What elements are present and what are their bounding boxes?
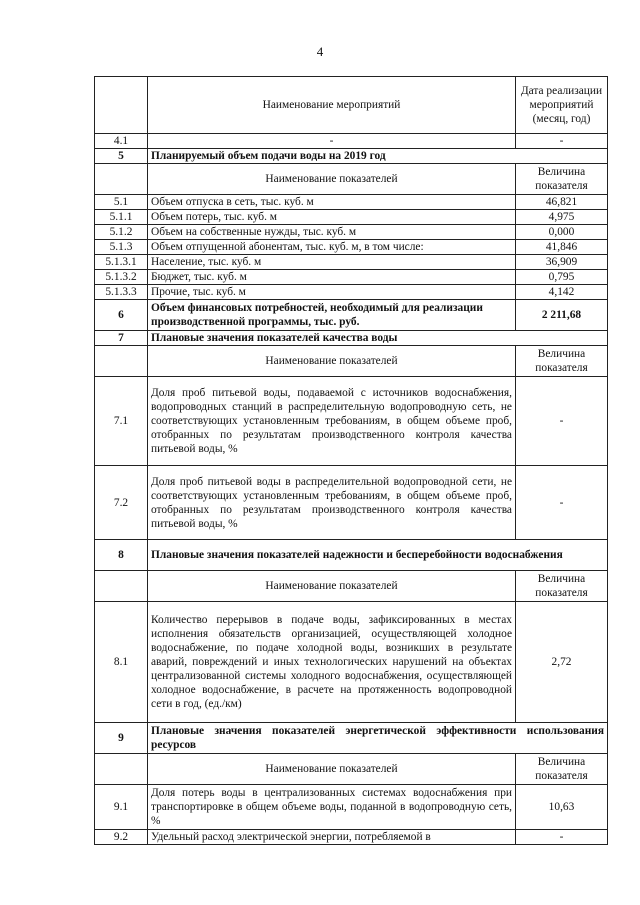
row-num: 5.1.3 [95, 240, 148, 255]
row-num: 5.1.3.2 [95, 270, 148, 285]
page-number: 4 [316, 44, 324, 59]
row-value: 41,846 [516, 240, 608, 255]
row-name: Доля проб питьевой воды, подаваемой с источников водоснабжения, водопроводных станций в распределительную водопроводную сеть, не соответствующих установленным требованиям, в общем объеме проб, отобранных по результатам производственного контроля качества питьевой воды, % [148, 377, 516, 466]
row-value: 10,63 [516, 785, 608, 830]
section-num: 9 [95, 723, 148, 754]
row-value: 2,72 [516, 602, 608, 723]
program-table [94, 76, 608, 845]
sub-header-value: Величина показателя [516, 754, 608, 785]
sub-header-row [95, 571, 608, 602]
sub-header-row [95, 754, 608, 785]
row-name: Удельный расход электрической энергии, потребляемой в [148, 830, 516, 845]
header-num-cell [95, 77, 148, 134]
sub-header-value: Величина показателя [516, 164, 608, 195]
row-name: Доля проб питьевой воды в распределительной водопроводной сети, не соответствующих установленным требованиям, в общем объеме проб, отобранных по результатам производственного контроля качества питьевой воды, % [148, 466, 516, 540]
row-num: 4.1 [95, 134, 148, 149]
table-row [95, 602, 608, 723]
sub-header-name: Наименование показателей [148, 571, 516, 602]
sub-header-name: Наименование показателей [148, 164, 516, 195]
row-num: 5.1.1 [95, 210, 148, 225]
table-row [95, 830, 608, 845]
row-name: Объем потерь, тыс. куб. м [148, 210, 516, 225]
section-row [95, 540, 608, 571]
header-date-cell: Дата реализации мероприятий (месяц, год) [516, 77, 608, 134]
table-row [95, 210, 608, 225]
section-title: Планируемый объем подачи воды на 2019 год [148, 149, 608, 164]
section-value: 2 211,68 [516, 300, 608, 331]
table-row [95, 466, 608, 540]
row-value: - [516, 466, 608, 540]
sub-header-row [95, 164, 608, 195]
row-name: - [148, 134, 516, 149]
row-num: 9.1 [95, 785, 148, 830]
section-row [95, 331, 608, 346]
sub-header-row [95, 346, 608, 377]
section-title: Объем финансовых потребностей, необходимый для реализации производственной программы, тыс. руб. [148, 300, 516, 331]
table-row [95, 785, 608, 830]
section-num: 7 [95, 331, 148, 346]
sub-header-value: Величина показателя [516, 571, 608, 602]
row-name: Население, тыс. куб. м [148, 255, 516, 270]
table-row [95, 377, 608, 466]
table-row [95, 255, 608, 270]
row-num: 5.1.3.3 [95, 285, 148, 300]
table-row [95, 195, 608, 210]
section-title: Плановые значения показателей качества воды [148, 331, 608, 346]
row-num: 9.2 [95, 830, 148, 845]
table-row [95, 240, 608, 255]
row-name: Объем на собственные нужды, тыс. куб. м [148, 225, 516, 240]
table-row [95, 225, 608, 240]
table-row [95, 285, 608, 300]
sub-header-value: Величина показателя [516, 346, 608, 377]
row-name: Объем отпущенной абонентам, тыс. куб. м, в том числе: [148, 240, 516, 255]
sub-header-name: Наименование показателей [148, 754, 516, 785]
section-num: 5 [95, 149, 148, 164]
row-name: Доля потерь воды в централизованных системах водоснабжения при транспортировке в общем объеме воды, поданной в водопроводную сеть, % [148, 785, 516, 830]
header-name-cell: Наименование мероприятий [148, 77, 516, 134]
row-value: 0,000 [516, 225, 608, 240]
row-value: 0,795 [516, 270, 608, 285]
row-value: 46,821 [516, 195, 608, 210]
row-value: - [516, 134, 608, 149]
row-name: Бюджет, тыс. куб. м [148, 270, 516, 285]
sub-header-name: Наименование показателей [148, 346, 516, 377]
section-row [95, 149, 608, 164]
section-num: 6 [95, 300, 148, 331]
row-value: 36,909 [516, 255, 608, 270]
section-row [95, 300, 608, 331]
row-num: 8.1 [95, 602, 148, 723]
section-num: 8 [95, 540, 148, 571]
row-value: 4,975 [516, 210, 608, 225]
row-num: 5.1 [95, 195, 148, 210]
section-title: Плановые значения показателей энергетической эффективности использования ресурсов [148, 723, 608, 754]
row-name: Прочие, тыс. куб. м [148, 285, 516, 300]
row-value: 4,142 [516, 285, 608, 300]
row-name: Объем отпуска в сеть, тыс. куб. м [148, 195, 516, 210]
table-header-row [95, 77, 608, 134]
table-row [95, 270, 608, 285]
row-name: Количество перерывов в подаче воды, зафиксированных в местах исполнения обязательств организацией, осуществляющей холодное водоснабжение, по подаче холодной воды, возникших в результате аварий, повреждений и иных технологических нарушений на объектах централизованной системы холодного водоснабжения, осуществляющей холодное водоснабжение, в расчете на протяженность водопроводной сети в год, (ед./км) [148, 602, 516, 723]
table-row [95, 134, 608, 149]
row-num: 7.2 [95, 466, 148, 540]
section-title: Плановые значения показателей надежности и бесперебойности водоснабжения [148, 540, 608, 571]
row-num: 5.1.3.1 [95, 255, 148, 270]
row-num: 5.1.2 [95, 225, 148, 240]
section-row [95, 723, 608, 754]
row-value: - [516, 377, 608, 466]
row-value: - [516, 830, 608, 845]
row-num: 7.1 [95, 377, 148, 466]
